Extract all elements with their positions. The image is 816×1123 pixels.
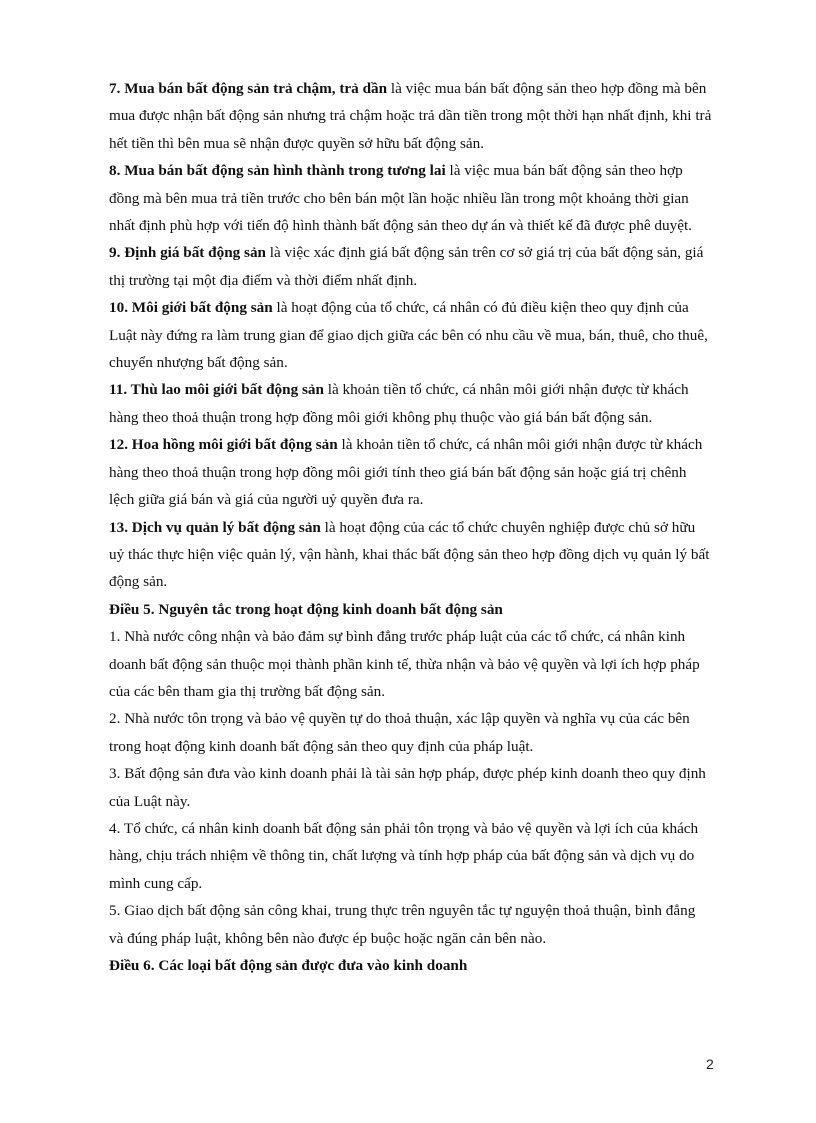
definition-12 xyxy=(109,431,713,513)
definition-8 xyxy=(109,157,713,239)
definition-term: 9. Định giá bất động sản xyxy=(109,244,266,262)
definition-term: 13. Dịch vụ quản lý bất động sản xyxy=(109,518,321,536)
article-5-item-4: 4. Tổ chức, cá nhân kinh doanh bất động sản phải tôn trọng và bảo vệ quyền và lợi ích của khách hàng, chịu trách nhiệm về thông tin, chất lượng và tính hợp pháp của bất động sản và dịch vụ do mình cung cấp. xyxy=(109,819,699,892)
article-5-item-5: 5. Giao dịch bất động sản công khai, trung thực trên nguyên tắc tự nguyện thoả thuận, bình đẳng và đúng pháp luật, không bên nào được ép buộc hoặc ngăn cản bên nào. xyxy=(109,902,696,947)
page-number: 2 xyxy=(706,1056,714,1072)
definition-7 xyxy=(109,75,713,157)
definition-term: 11. Thù lao môi giới bất động sản xyxy=(109,381,324,399)
definition-term: 10. Môi giới bất động sản xyxy=(109,299,273,317)
definition-text: là việc mua bán bất động sản theo hợp đồng mà bên mua trả tiền trước cho bên bán một lần hoặc nhiều lần trong một khoảng thời gian nhất định phù hợp với tiến độ hình thành bất động sản theo dự án và thiết kế đã được phê duyệt. xyxy=(109,162,692,235)
definition-text: là việc xác định giá bất động sản trên cơ sở giá trị của bất động sản, giá thị trường tại một địa điểm và thời điểm nhất định. xyxy=(109,244,704,289)
definition-9 xyxy=(109,239,713,294)
definition-term: 8. Mua bán bất động sản hình thành trong tương lai xyxy=(109,162,446,180)
definition-term: 7. Mua bán bất động sản trả chậm, trả dần xyxy=(109,80,388,97)
definition-text: là khoản tiền tổ chức, cá nhân môi giới nhận được từ khách hàng theo thoả thuận trong hợp đồng môi giới không phụ thuộc vào giá bán bất động sản. xyxy=(109,381,689,426)
article-5-item-3: 3. Bất động sản đưa vào kinh doanh phải là tài sản hợp pháp, được phép kinh doanh theo quy định của Luật này. xyxy=(109,765,706,810)
article-5-heading: Điều 5. Nguyên tắc trong hoạt động kinh doanh bất động sản xyxy=(109,600,503,618)
definition-text: là hoạt động của tổ chức, cá nhân có đủ điều kiện theo quy định của Luật này đứng ra làm trung gian để giao dịch giữa các bên có nhu cầu về mua, bán, thuê, cho thuê, chuyển nhượng bất động sản. xyxy=(109,299,708,372)
definition-text: là việc mua bán bất động sản theo hợp đồng mà bên mua được nhận bất động sản nhưng trả chậm hoặc trả dần tiền trong một thời hạn nhất định, khi trả hết tiền thì bên mua sẽ nhận được quyền sở hữu bất động sản. xyxy=(109,80,712,152)
definition-11 xyxy=(109,376,713,431)
definition-text: là hoạt động của các tổ chức chuyên nghiệp được chủ sở hữu uỷ thác thực hiện việc quản lý, vận hành, khai thác bất động sản theo hợp đồng dịch vụ quản lý bất động sản. xyxy=(109,518,710,591)
article-5-item-1: 1. Nhà nước công nhận và bảo đảm sự bình đẳng trước pháp luật của các tổ chức, cá nhân kinh doanh bất động sản thuộc mọi thành phần kinh tế, thừa nhận và bảo vệ quyền và lợi ích hợp pháp của các bên tham gia thị trường bất động sản. xyxy=(109,628,700,700)
definition-10 xyxy=(109,294,713,376)
definition-13 xyxy=(109,514,713,596)
definition-term: 12. Hoa hồng môi giới bất động sản xyxy=(109,436,338,454)
article-6-heading: Điều 6. Các loại bất động sản được đưa vào kinh doanh xyxy=(109,957,468,974)
document-body xyxy=(109,75,713,979)
definition-text: là khoản tiền tổ chức, cá nhân môi giới nhận được từ khách hàng theo thoả thuận trong hợp đồng môi giới tính theo giá bán bất động sản hoặc giá trị chênh lệch giữa giá bán và giá của người uỷ quyền đưa ra. xyxy=(109,436,703,509)
article-5-item-2: 2. Nhà nước tôn trọng và bảo vệ quyền tự do thoả thuận, xác lập quyền và nghĩa vụ của các bên trong hoạt động kinh doanh bất động sản theo quy định của pháp luật. xyxy=(109,710,690,755)
